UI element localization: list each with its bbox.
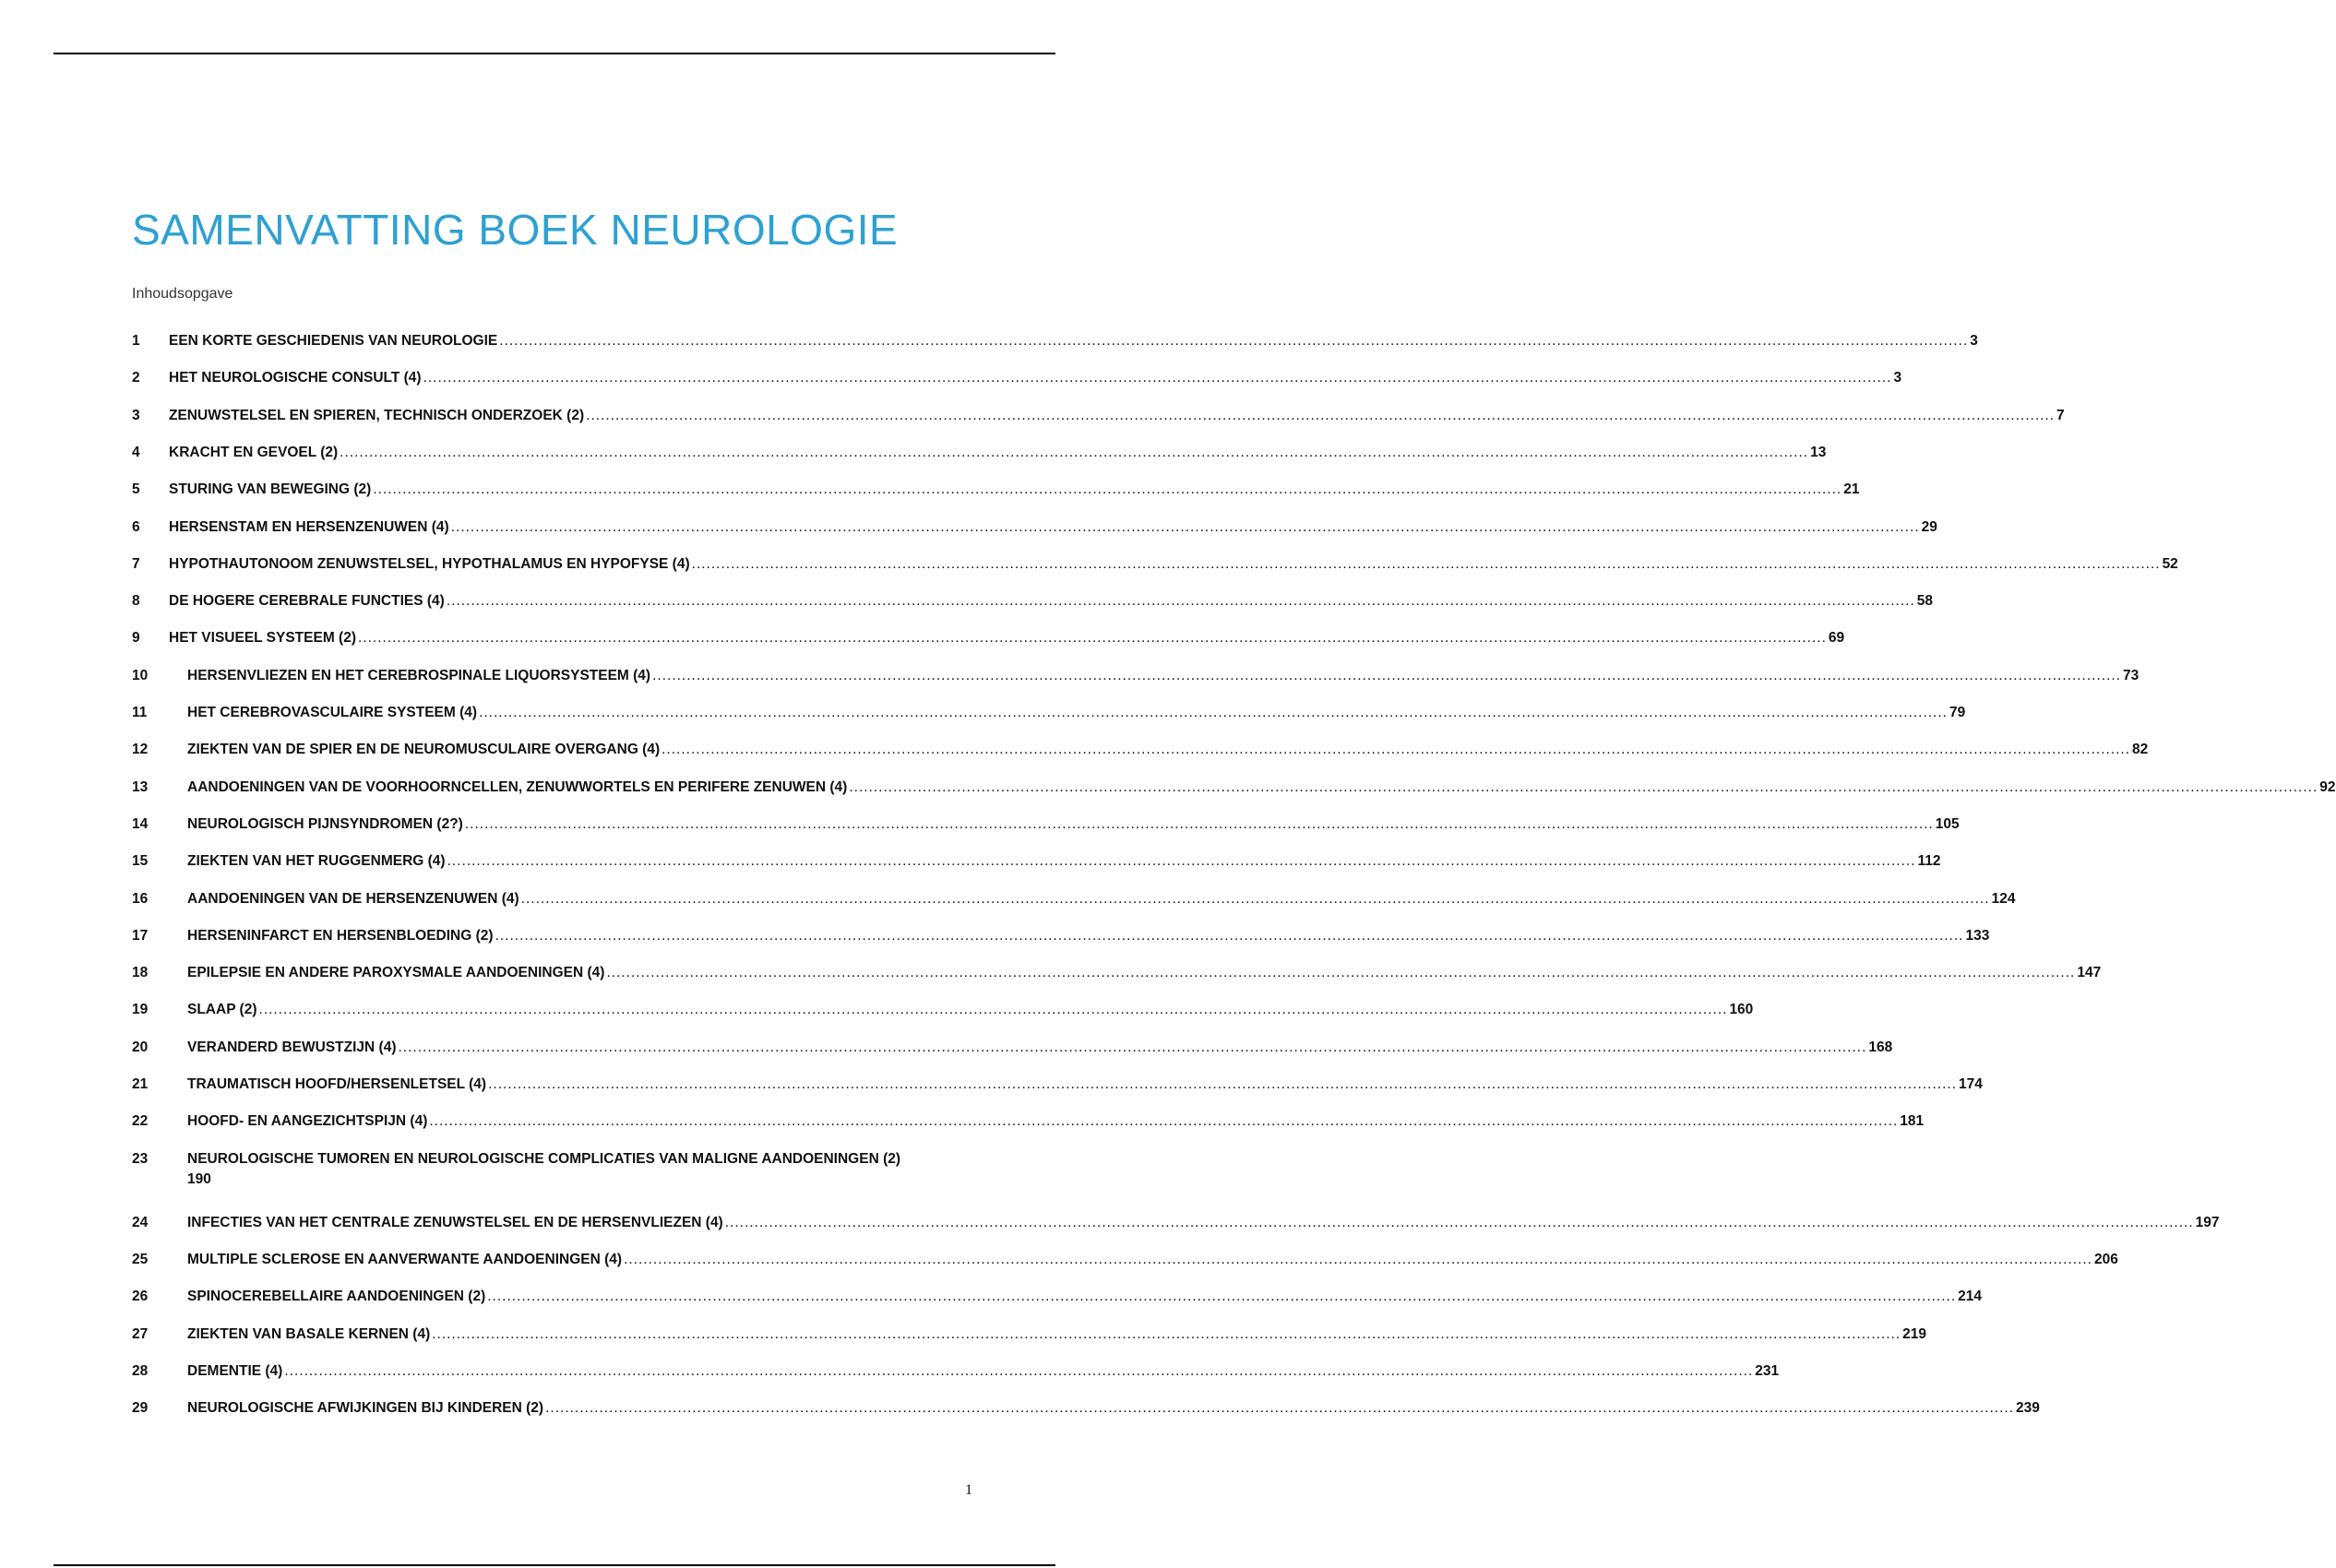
toc-leader-dots: ............................................................................................................................................................................................................................................................................................................ — [423, 370, 1892, 386]
toc-entry-number: 29 — [132, 1400, 149, 1417]
toc-leader-dots: ............................................................................................................................................................................................................................................................................................................ — [450, 518, 1920, 535]
toc-entry-page: 3 — [1970, 333, 1978, 349]
toc-entry-title: DEMENTIE (4) — [187, 1362, 283, 1379]
toc-entry[interactable] — [132, 554, 2178, 575]
toc-entry-title: SPINOCEREBELLAIRE AANDOENINGEN (2) — [187, 1289, 486, 1305]
toc-entry-title: SLAAP (2) — [187, 1002, 257, 1018]
toc-leader-dots: ............................................................................................................................................................................................................................................................................................................ — [545, 1400, 2015, 1417]
toc-entry[interactable] — [132, 368, 1902, 388]
toc-entry-title: MULTIPLE SCLEROSE EN AANVERWANTE AANDOENINGEN (4) — [187, 1251, 623, 1267]
toc-leader-dots: ............................................................................................................................................................................................................................................................................................................ — [479, 705, 1948, 720]
toc-entry[interactable] — [132, 703, 1966, 723]
toc-entry-page: 160 — [1729, 1002, 1754, 1018]
toc-entry-title: HET VISUEEL SYSTEEM (2) — [169, 630, 356, 647]
toc-entry-page: 58 — [1916, 593, 1934, 610]
toc-entry-number: 11 — [132, 705, 148, 720]
toc-leader-dots: ............................................................................................................................................................................................................................................................................................................ — [464, 815, 1934, 832]
toc-entry-number: 26 — [132, 1289, 149, 1305]
toc-entry[interactable] — [132, 1149, 975, 1195]
toc-entry-title: STURING VAN BEWEGING (2) — [169, 481, 372, 498]
toc-entry-page: 79 — [1949, 705, 1966, 720]
toc-entry[interactable] — [132, 406, 2065, 426]
toc-leader-dots: ............................................................................................................................................................................................................................................................................................................ — [586, 407, 2056, 423]
toc-entry-page: 82 — [2132, 742, 2149, 758]
toc-entry[interactable] — [132, 628, 1845, 648]
toc-entry-title: ZIEKTEN VAN HET RUGGENMERG (4) — [187, 853, 446, 870]
toc-entry-title: ZIEKTEN VAN BASALE KERNEN (4) — [187, 1325, 431, 1342]
toc-entry-page: 168 — [1868, 1039, 1893, 1055]
footer-rule — [54, 1564, 1055, 1566]
toc-entry-number: 23 — [132, 1150, 149, 1167]
toc-leader-dots: ............................................................................................................................................................................................................................................................................................................ — [398, 1039, 1867, 1055]
toc-entry-page: 29 — [1921, 518, 1937, 535]
toc-entry[interactable] — [132, 331, 1978, 351]
toc-entry-page: 13 — [1810, 444, 1827, 460]
toc-entry-title: HET CEREBROVASCULAIRE SYSTEEM (4) — [187, 705, 478, 720]
toc-leader-dots: ............................................................................................................................................................................................................................................................................................................ — [447, 853, 1916, 870]
toc-entry-title: EEN KORTE GESCHIEDENIS VAN NEUROLOGIE — [169, 333, 498, 349]
toc-entry-number: 17 — [132, 927, 149, 944]
toc-entry-title: VERANDERD BEWUSTZIJN (4) — [187, 1039, 397, 1055]
toc-entry[interactable] — [132, 963, 2102, 983]
toc-leader-dots: ............................................................................................................................................................................................................................................................................................................ — [488, 1076, 1957, 1092]
toc-entry[interactable] — [132, 480, 1860, 500]
toc-entry-number: 2 — [132, 370, 140, 386]
toc-entry-number: 19 — [132, 1002, 149, 1018]
toc-entry-title: NEUROLOGISCH PIJNSYNDROMEN (2?) — [187, 815, 463, 832]
toc-entry-number: 7 — [132, 555, 140, 572]
toc-entry[interactable] — [132, 889, 2016, 909]
toc-entry-number: 1 — [132, 333, 140, 349]
toc-entry-title: HYPOTHAUTONOOM ZENUWSTELSEL, HYPOTHALAMUS EN HYPOFYSE (4) — [169, 555, 690, 572]
toc-entry-title: KRACHT EN GEVOEL (2) — [169, 444, 339, 460]
toc-entry-number: 25 — [132, 1251, 149, 1267]
toc-entry-number: 16 — [132, 890, 149, 907]
toc-entry-number: 28 — [132, 1362, 149, 1379]
toc-leader-dots: ............................................................................................................................................................................................................................................................................................................ — [724, 1214, 2194, 1230]
toc-entry[interactable] — [132, 1398, 2040, 1419]
toc-entry-page: 219 — [1902, 1325, 1927, 1342]
toc-entry-page: 112 — [1917, 853, 1941, 870]
toc-leader-dots: ............................................................................................................................................................................................................................................................................................................ — [487, 1289, 1957, 1305]
toc-leader-dots: ............................................................................................................................................................................................................................................................................................................ — [432, 1325, 1901, 1342]
toc-entry-number: 6 — [132, 518, 140, 535]
toc-leader-dots: ............................................................................................................................................................................................................................................................................................................ — [661, 742, 2131, 758]
toc-entry-number: 22 — [132, 1113, 149, 1130]
toc-entry-title: HERSENVLIEZEN EN HET CEREBROSPINALE LIQUORSYSTEEM (4) — [187, 667, 651, 683]
toc-entry-title: ZENUWSTELSEL EN SPIEREN, TECHNISCH ONDERZOEK (2) — [169, 407, 585, 423]
toc-leader-dots: ............................................................................................................................................................................................................................................................................................................ — [429, 1113, 1899, 1130]
toc-entry-title: INFECTIES VAN HET CENTRALE ZENUWSTELSEL EN DE HERSENVLIEZEN (4) — [187, 1214, 723, 1230]
toc-entry-title: DE HOGERE CEREBRALE FUNCTIES (4) — [169, 593, 445, 610]
toc-entry-title: HET NEUROLOGISCHE CONSULT (4) — [169, 370, 422, 386]
toc-leader-dots: ............................................................................................................................................................................................................................................................................................................ — [624, 1251, 2092, 1267]
toc-entry-page: 124 — [1991, 890, 2016, 907]
toc-entry-title: AANDOENINGEN VAN DE VOORHOORNCELLEN, ZENUWWORTELS EN PERIFERE ZENUWEN (4) — [187, 778, 848, 795]
toc-entry-title: HERSENSTAM EN HERSENZENUWEN (4) — [169, 518, 449, 535]
toc-entry-title: TRAUMATISCH HOOFD/HERSENLETSEL (4) — [187, 1076, 487, 1092]
toc-entry-title: HERSENINFARCT EN HERSENBLOEDING (2) — [187, 927, 494, 944]
toc-entry[interactable] — [132, 666, 2139, 686]
toc-leader-dots: ............................................................................................................................................................................................................................................................................................................ — [258, 1002, 1728, 1018]
toc-entry[interactable] — [132, 1250, 2118, 1270]
toc-entry[interactable] — [132, 740, 2149, 760]
document-title: SAMENVATTING BOEK NEUROLOGIE — [132, 206, 899, 254]
toc-entry[interactable] — [132, 1361, 1780, 1382]
toc-entry-page: 147 — [2077, 965, 2102, 981]
toc-entry-number: 8 — [132, 593, 140, 610]
toc-leader-dots: ............................................................................................................................................................................................................................................................................................................ — [691, 555, 2161, 572]
toc-leader-dots: ............................................................................................................................................................................................................................................................................................................ — [357, 630, 1827, 647]
toc-entry-page: 181 — [1900, 1113, 1925, 1130]
toc-entry-number: 20 — [132, 1039, 149, 1055]
toc-entry-number: 12 — [132, 742, 149, 758]
toc-entry-page: 92 — [2319, 778, 2336, 795]
toc-leader-dots: ............................................................................................................................................................................................................................................................................................................ — [284, 1362, 1754, 1379]
toc-entry[interactable] — [132, 1075, 1983, 1095]
toc-entry-page: 7 — [2056, 407, 2065, 423]
toc-entry-page: 206 — [2093, 1251, 2118, 1267]
page-number: 1 — [965, 1482, 972, 1498]
toc-entry-page: 214 — [1958, 1289, 1983, 1305]
toc-entry-number: 5 — [132, 481, 140, 498]
toc-entry[interactable] — [132, 1213, 2220, 1233]
toc-leader-dots: ............................................................................................................................................................................................................................................................................................................ — [495, 927, 1964, 944]
toc-entry[interactable] — [132, 443, 1827, 463]
toc-entry-page: 52 — [2162, 555, 2178, 572]
toc-entry-number: 24 — [132, 1214, 149, 1230]
toc-entry[interactable] — [132, 1038, 1893, 1058]
toc-entry-page: 239 — [2016, 1400, 2040, 1417]
toc-entry-page: 3 — [1893, 370, 1902, 386]
toc-entry-page: 190 — [187, 1170, 211, 1187]
toc-entry[interactable] — [132, 1000, 1754, 1020]
toc-entry-page: 69 — [1828, 630, 1845, 647]
toc-entry-number: 3 — [132, 407, 140, 423]
toc-entry-title: AANDOENINGEN VAN DE HERSENZENUWEN (4) — [187, 890, 519, 907]
toc-entry[interactable] — [132, 1111, 1925, 1132]
toc-entry-number: 4 — [132, 444, 140, 460]
toc-entry-title: ZIEKTEN VAN DE SPIER EN DE NEUROMUSCULAIRE OVERGANG (4) — [187, 742, 661, 758]
toc-entry-number: 9 — [132, 630, 140, 647]
toc-entry-number: 21 — [132, 1076, 149, 1092]
toc-leader-dots: ............................................................................................................................................................................................................................................................................................................ — [849, 778, 2318, 795]
toc-entry[interactable] — [132, 814, 1960, 835]
toc-leader-dots: ............................................................................................................................................................................................................................................................................................................ — [606, 965, 2076, 981]
toc-entry-title: NEUROLOGISCHE TUMOREN EN NEUROLOGISCHE COMPLICATIES VAN MALIGNE AANDOENINGEN (2) — [187, 1150, 901, 1167]
toc-entry[interactable] — [132, 778, 2336, 798]
toc-entry[interactable] — [132, 926, 1990, 946]
toc-entry-number: 10 — [132, 667, 149, 683]
toc-entry[interactable] — [132, 591, 1934, 612]
toc-entry-number: 18 — [132, 965, 149, 981]
toc-leader-dots: ............................................................................................................................................................................................................................................................................................................ — [652, 667, 2122, 683]
toc-entry-number: 14 — [132, 815, 149, 832]
toc-leader-dots: ............................................................................................................................................................................................................................................................................................................ — [499, 333, 1969, 349]
toc-entry-number: 15 — [132, 853, 149, 870]
toc-entry-page: 174 — [1959, 1076, 1983, 1092]
toc-entry[interactable] — [132, 1287, 1983, 1307]
toc-entry-title: HOOFD- EN AANGEZICHTSPIJN (4) — [187, 1113, 428, 1130]
toc-leader-dots: ............................................................................................................................................................................................................................................................................................................ — [340, 444, 1809, 460]
toc-leader-dots: ............................................................................................................................................................................................................................................................................................................ — [373, 481, 1842, 498]
toc-entry[interactable] — [132, 517, 1937, 538]
toc-leader-dots: ............................................................................................................................................................................................................................................................................................................ — [520, 890, 1990, 907]
toc-entry-page: 73 — [2123, 667, 2139, 683]
toc-entry-title: EPILEPSIE EN ANDERE PAROXYSMALE AANDOENINGEN (4) — [187, 965, 605, 981]
toc-entry[interactable] — [132, 1324, 1927, 1345]
toc-entry-number: 13 — [132, 778, 149, 795]
toc-entry-page: 21 — [1843, 481, 1860, 498]
toc-entry-title: NEUROLOGISCHE AFWIJKINGEN BIJ KINDEREN (2) — [187, 1400, 544, 1417]
toc-entry-page: 133 — [1965, 927, 1990, 944]
toc-entry-page: 231 — [1755, 1362, 1780, 1379]
toc-entry-page: 197 — [2195, 1214, 2220, 1230]
header-rule — [54, 53, 1055, 54]
toc-entry-number: 27 — [132, 1325, 149, 1342]
toc-heading: Inhoudsopgave — [132, 286, 233, 302]
toc-entry[interactable] — [132, 851, 1941, 872]
toc-leader-dots: ............................................................................................................................................................................................................................................................................................................ — [446, 593, 1915, 610]
toc-entry-page: 105 — [1935, 815, 1960, 832]
